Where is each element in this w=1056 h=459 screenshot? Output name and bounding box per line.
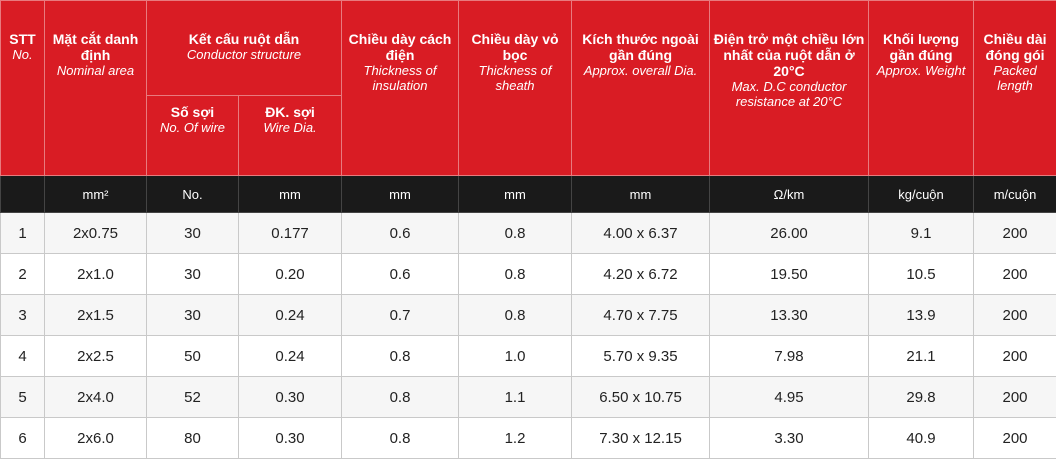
unit-cell (1, 176, 45, 213)
header-packed-length: Chiều dài đóng gói Packed length (974, 1, 1056, 176)
table-cell: 1 (1, 213, 45, 254)
table-cell: 6.50 x 10.75 (572, 377, 710, 418)
table-cell: 0.8 (459, 295, 572, 336)
table-cell: 4.70 x 7.75 (572, 295, 710, 336)
table-cell: 5.70 x 9.35 (572, 336, 710, 377)
table-cell: 2x6.0 (45, 418, 147, 459)
unit-cell: Ω/km (710, 176, 869, 213)
table-cell: 2x1.0 (45, 254, 147, 295)
unit-cell: mm² (45, 176, 147, 213)
unit-cell: No. (147, 176, 239, 213)
unit-cell: mm (572, 176, 710, 213)
table-cell: 5 (1, 377, 45, 418)
table-cell: 30 (147, 254, 239, 295)
table-cell: 1.0 (459, 336, 572, 377)
table-cell: 2x0.75 (45, 213, 147, 254)
table-cell: 50 (147, 336, 239, 377)
unit-cell: m/cuộn (974, 176, 1056, 213)
table-cell: 2x1.5 (45, 295, 147, 336)
table-cell: 2 (1, 254, 45, 295)
table-cell: 2x2.5 (45, 336, 147, 377)
table-row (1, 336, 1056, 377)
table-cell: 0.8 (342, 377, 459, 418)
table-cell: 0.24 (239, 336, 342, 377)
table-cell: 200 (974, 213, 1056, 254)
table-cell: 2x4.0 (45, 377, 147, 418)
table-cell: 0.7 (342, 295, 459, 336)
table-cell: 7.30 x 12.15 (572, 418, 710, 459)
table-cell: 4.00 x 6.37 (572, 213, 710, 254)
unit-cell: kg/cuộn (869, 176, 974, 213)
table-cell: 0.8 (459, 254, 572, 295)
table-cell: 4.95 (710, 377, 869, 418)
table-cell: 0.177 (239, 213, 342, 254)
table-cell: 200 (974, 295, 1056, 336)
table-cell: 200 (974, 254, 1056, 295)
header-stt: STT No. (1, 1, 45, 176)
header-overall-dia: Kích thước ngoài gần đúng Approx. overall Dia. (572, 1, 710, 176)
table-cell: 0.20 (239, 254, 342, 295)
table-cell: 26.00 (710, 213, 869, 254)
header-resistance: Điện trở một chiều lớn nhất của ruột dẫn ở 20°C Max. D.C conductor resistance at 20°C (710, 1, 869, 176)
table-cell: 1.1 (459, 377, 572, 418)
table-cell: 200 (974, 418, 1056, 459)
data-rows (1, 213, 1056, 459)
table-cell: 0.6 (342, 254, 459, 295)
table-cell: 0.6 (342, 213, 459, 254)
table-cell: 19.50 (710, 254, 869, 295)
table-cell: 9.1 (869, 213, 974, 254)
table-cell: 80 (147, 418, 239, 459)
table-cell: 3.30 (710, 418, 869, 459)
table-cell: 21.1 (869, 336, 974, 377)
table-cell: 200 (974, 336, 1056, 377)
header-wire-count: Số sợi No. Of wire (147, 96, 239, 176)
table-cell: 30 (147, 213, 239, 254)
table-cell: 200 (974, 377, 1056, 418)
header-weight: Khối lượng gần đúng Approx. Weight (869, 1, 974, 176)
table-cell: 10.5 (869, 254, 974, 295)
table-row (1, 377, 1056, 418)
table-cell: 52 (147, 377, 239, 418)
table-cell: 30 (147, 295, 239, 336)
table-row (1, 418, 1056, 459)
table-row (1, 295, 1056, 336)
table-cell: 1.2 (459, 418, 572, 459)
table-cell: 0.30 (239, 418, 342, 459)
unit-cell: mm (459, 176, 572, 213)
header-wire-dia: ĐK. sợi Wire Dia. (239, 96, 342, 176)
unit-cell: mm (239, 176, 342, 213)
header-insulation: Chiều dày cách điện Thickness of insulation (342, 1, 459, 176)
table-row (1, 254, 1056, 295)
table-cell: 0.24 (239, 295, 342, 336)
table-cell: 29.8 (869, 377, 974, 418)
units-row (1, 176, 1056, 213)
table-cell: 13.30 (710, 295, 869, 336)
table-cell: 40.9 (869, 418, 974, 459)
table-cell: 6 (1, 418, 45, 459)
table-cell: 7.98 (710, 336, 869, 377)
table-cell: 3 (1, 295, 45, 336)
unit-cell: mm (342, 176, 459, 213)
header-nominal-area: Mặt cắt danh định Nominal area (45, 1, 147, 176)
table-cell: 4 (1, 336, 45, 377)
table-cell: 0.8 (342, 418, 459, 459)
table-cell: 0.30 (239, 377, 342, 418)
table-cell: 0.8 (342, 336, 459, 377)
header-conductor-structure: Kết cấu ruột dẫn Conductor structure (147, 1, 342, 96)
table-cell: 0.8 (459, 213, 572, 254)
header-sheath: Chiều dày vỏ bọc Thickness of sheath (459, 1, 572, 176)
table-cell: 13.9 (869, 295, 974, 336)
table-cell: 4.20 x 6.72 (572, 254, 710, 295)
table-row (1, 213, 1056, 254)
